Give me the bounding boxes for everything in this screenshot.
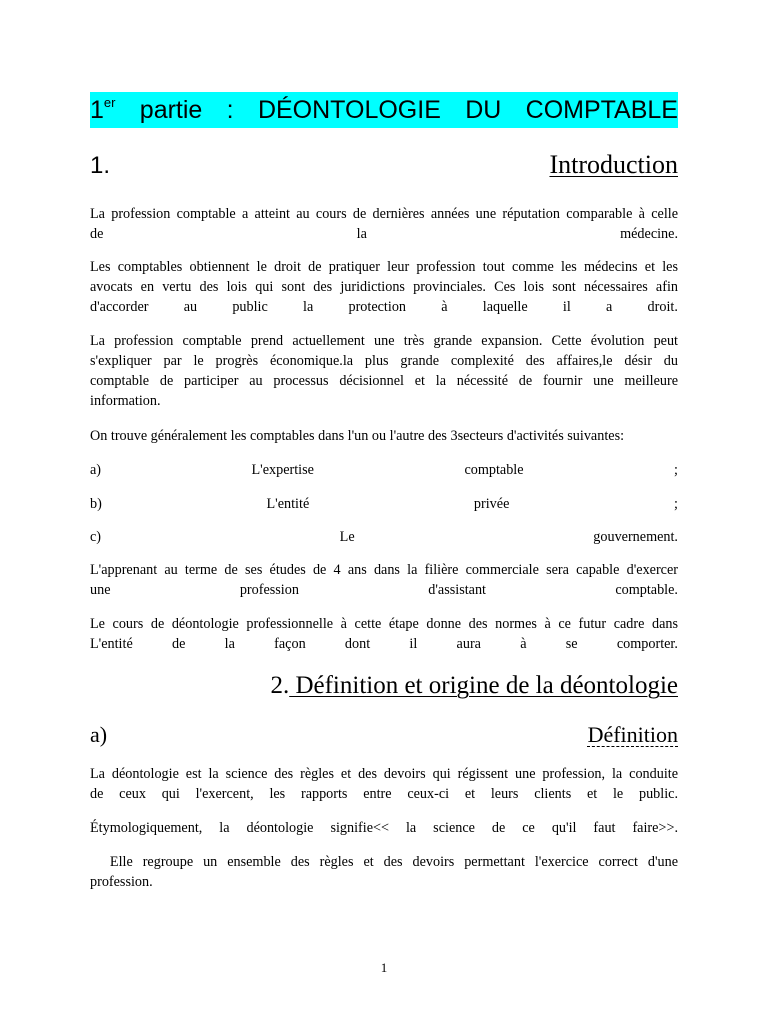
paragraph-line: de ceux qui l'exercent, les rapports entre ceux-ci et leurs clients et le public.	[90, 786, 678, 802]
paragraph-line: L'apprenant au terme de ses études de 4 ans dans la filière commerciale sera capable d'exercer	[90, 562, 678, 578]
paragraph-4	[90, 426, 678, 446]
paragraph-line: avocats en vertu des lois qui sont des juridictions provinciales. Ces lois sont nécessaires afin	[90, 279, 678, 295]
section-2-title: Définition et origine de la déontologie	[289, 672, 678, 699]
paragraph-6	[90, 614, 678, 654]
word: a	[606, 299, 613, 315]
word: une	[90, 582, 111, 598]
section-1-heading	[90, 150, 678, 184]
list-item-b	[90, 494, 678, 514]
paragraph-line: profession.	[90, 874, 153, 890]
paragraph-line: On trouve généralement les comptables dans l'un ou l'autre des 3secteurs d'activités suivantes:	[90, 428, 625, 444]
word: comporter.	[616, 636, 678, 652]
paragraph-5	[90, 560, 678, 600]
section-1-number: 1.	[90, 152, 111, 179]
word: L'expertise	[251, 462, 314, 478]
word: la	[224, 636, 235, 652]
paragraph-line: Elle regroupe un ensemble des règles et des devoirs permettant l'exercice correct d'une	[90, 854, 678, 870]
word: comptable.	[615, 582, 678, 598]
word: aura	[456, 636, 481, 652]
subsection-a-heading	[90, 722, 678, 752]
word: la	[303, 299, 314, 315]
word: profession	[239, 582, 299, 598]
subsection-a-number: a)	[90, 722, 108, 747]
word: privée	[473, 496, 510, 512]
list-marker: b)	[90, 496, 102, 512]
definition-paragraph-2	[90, 818, 678, 838]
list-marker: a)	[90, 462, 102, 478]
word: ;	[674, 496, 678, 512]
paragraph-2	[90, 257, 678, 317]
part-number: 1er	[90, 95, 116, 124]
part-title-word: :	[226, 96, 234, 124]
word: L'entité	[90, 636, 133, 652]
word: à	[441, 299, 448, 315]
part-title-word: COMPTABLE	[525, 96, 678, 124]
word: ;	[674, 462, 678, 478]
paragraph-line: La déontologie est la science des règles et des devoirs qui régissent une profession, la conduite	[90, 766, 678, 782]
word: à	[520, 636, 527, 652]
word: la	[356, 226, 367, 242]
word: de	[172, 636, 186, 652]
list-marker: c)	[90, 529, 102, 545]
word: droit.	[647, 299, 678, 315]
word: protection	[348, 299, 407, 315]
part-title-word: DÉONTOLOGIE	[257, 96, 441, 124]
part-title-word: DU	[465, 96, 502, 124]
paragraph-line: Étymologiquement, la déontologie signifie<< la science de ce qu'il faut faire>>.	[90, 820, 678, 836]
definition-paragraph-3	[90, 852, 678, 892]
word: dont	[344, 636, 371, 652]
paragraph-line	[90, 634, 678, 654]
word: façon	[274, 636, 306, 652]
page-number: 1	[380, 960, 388, 975]
paragraph-line: La profession comptable prend actuellement une très grande expansion. Cette évolution peut	[90, 333, 678, 349]
paragraph-line: Les comptables obtiennent le droit de pratiquer leur profession tout comme les médecins et les	[90, 259, 678, 275]
word: public	[232, 299, 268, 315]
definition-paragraph-1	[90, 764, 678, 804]
word: au	[183, 299, 198, 315]
part-title-word: partie	[139, 96, 203, 124]
word: il	[409, 636, 418, 652]
word: L'entité	[266, 496, 310, 512]
section-2-heading	[90, 672, 678, 704]
paragraph-1	[90, 204, 678, 244]
list-item-c	[90, 527, 678, 547]
paragraph-line	[90, 297, 678, 317]
paragraph-line: comptable de participer au processus décisionnel et la nécessité de fournir une meilleure	[90, 373, 678, 389]
word: se	[565, 636, 578, 652]
word: gouvernement.	[593, 529, 678, 545]
paragraph-line: s'expliquer par le progrès économique.la plus grande complexité des affaires,le désir du	[90, 353, 678, 369]
paragraph-line: La profession comptable a atteint au cours de dernières années une réputation comparable à celle	[90, 206, 678, 222]
word: laquelle	[482, 299, 528, 315]
part-title	[90, 92, 678, 128]
paragraph-3	[90, 331, 678, 411]
paragraph-line	[90, 580, 678, 600]
list-item-a	[90, 460, 678, 480]
paragraph-line: information.	[90, 393, 161, 409]
word: il	[562, 299, 571, 315]
subsection-a-title: Définition	[587, 722, 678, 747]
word: Le	[339, 529, 355, 545]
word: d'accorder	[90, 299, 149, 315]
word: de	[90, 226, 104, 242]
word: comptable	[464, 462, 524, 478]
paragraph-line	[90, 224, 678, 244]
section-2-number: 2.	[270, 672, 290, 699]
section-1-title: Introduction	[549, 150, 678, 179]
paragraph-line: Le cours de déontologie professionnelle à cette étape donne des normes à ce futur cadre dans	[90, 616, 678, 632]
word: d'assistant	[428, 582, 486, 598]
word: médecine.	[620, 226, 678, 242]
part-number-superscript: er	[103, 95, 116, 110]
